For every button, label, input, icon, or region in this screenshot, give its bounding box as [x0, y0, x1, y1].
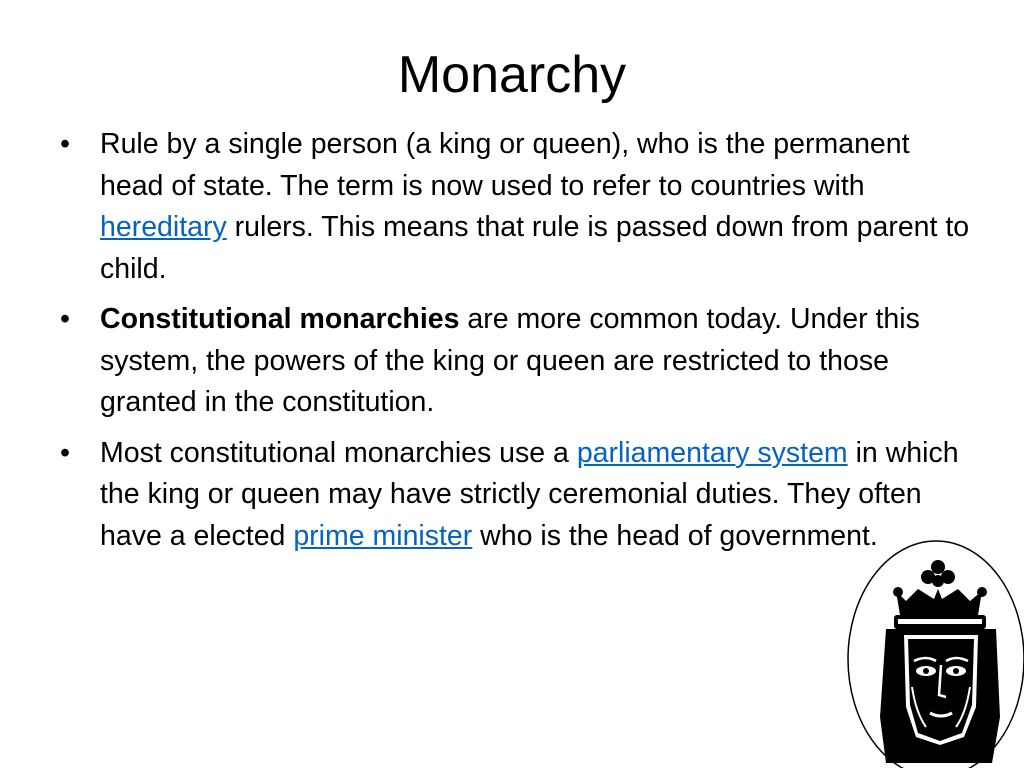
bullet-item [58, 299, 978, 424]
parliamentary-system-link[interactable]: parliamentary system [576, 436, 848, 469]
crowned-king-head-icon [846, 537, 1024, 768]
hereditary-link[interactable]: hereditary [100, 211, 227, 243]
slide-title: Monarchy [397, 46, 627, 104]
bullet-bold-term: Constitutional monarchies [100, 303, 460, 335]
bullet-text: are more common today. Under this system, the powers of the king or queen are restricted to those granted in the constitution. [100, 303, 920, 418]
bullet-item [58, 124, 978, 290]
bullet-list [58, 124, 978, 566]
bullet-item [58, 433, 978, 558]
bullet-marker: • [60, 303, 70, 335]
bullet-text: Rule by a single person (a king or queen), who is the permanent head of state. The term is now used to refer to countries with [100, 128, 910, 202]
prime-minister-link[interactable]: prime minister [293, 519, 473, 552]
bullet-text: in which the king or queen may have strictly ceremonial duties. They often have a elected [100, 436, 959, 552]
bullet-text: who is the head of government. [472, 519, 878, 552]
bullet-marker: • [60, 436, 70, 469]
bullet-text: Most constitutional monarchies use a [100, 436, 577, 469]
bullet-text: rulers. This means that rule is passed down from parent to child. [100, 211, 970, 285]
bullet-marker: • [60, 128, 70, 160]
